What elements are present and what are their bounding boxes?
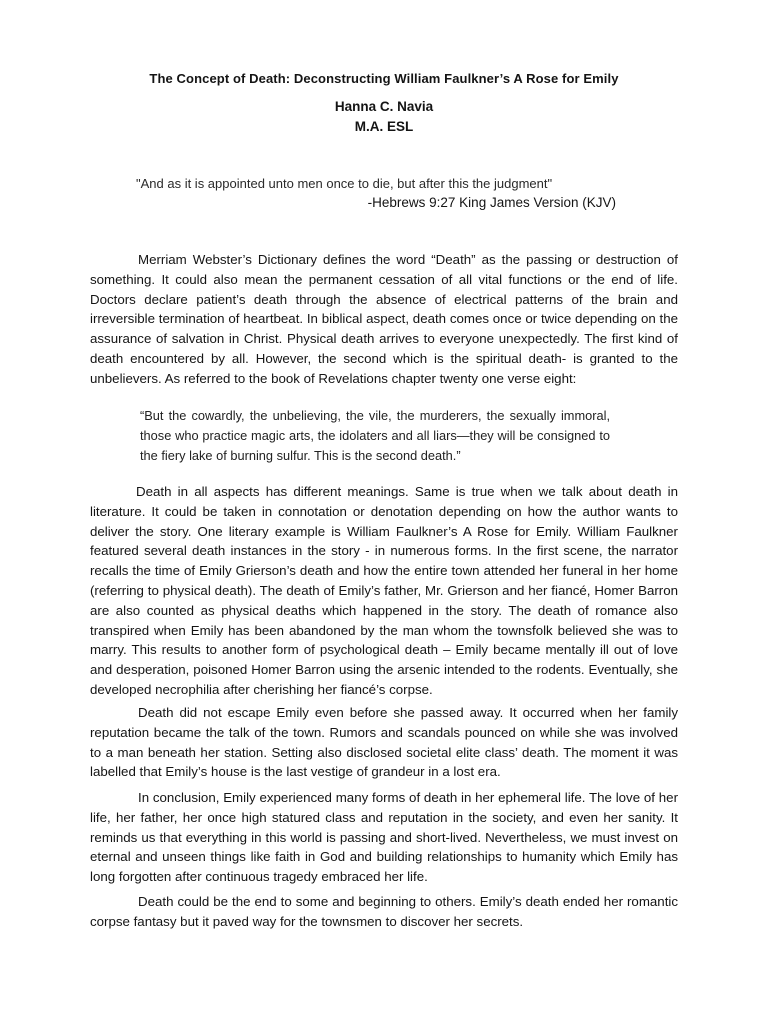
epigraph-source: -Hebrews 9:27 King James Version (KJV) [367,195,616,210]
paragraph-closing [90,892,678,932]
document-title: The Concept of Death: Deconstructing William Faulkner’s A Rose for Emily [149,71,619,86]
paragraph-literature [90,482,678,700]
paragraph-text: In conclusion, Emily experienced many forms of death in her ephemeral life. The love of her life, her father, her once high statured class and reputation in the society, and even her sanity. It reminds us that everything in this world is passing and short-lived. Nevertheless, we must invest on eternal and unseen things like faith in God and building relationships to humanity which Emily has long forgotten after continuous tragedy embraced her life. [90,790,678,885]
paragraph-conclusion [90,788,678,887]
paragraph-definition [90,250,678,389]
paragraph-reputation [90,703,678,782]
paragraph-text: Death could be the end to some and beginning to others. Emily’s death ended her romantic corpse fantasy but it paved way for the townsmen to discover her secrets. [90,894,678,929]
block-quote-text: “But the cowardly, the unbelieving, the vile, the murderers, the sexually immoral, those who practice magic arts, the idolaters and all liars—they will be consigned to the fiery lake of burning sulfur. This is the second death.” [140,408,610,463]
author-name: Hanna C. Navia [334,99,434,114]
paragraph-text: Merriam Webster’s Dictionary defines the word “Death” as the passing or destruction of something. It could also mean the permanent cessation of all vital functions or the end of life. Doctors declare patient’s death through the absence of electrical patterns of the brain and irreversible termination of heartbeat. In biblical aspect, death comes once or twice depending on the assurance of salvation in Christ. Physical death arrives to everyone unexpectedly. The first kind of death encountered by all. However, the second which is the spiritual death- is granted to the unbelievers. As referred to the book of Revelations chapter twenty one verse eight: [90,252,678,386]
block-quote [140,406,610,466]
paragraph-text: Death in all aspects has different meanings. Same is true when we talk about death in literature. It could be taken in connotation or denotation depending on how the author wants to deliver the story. One literary example is William Faulkner’s A Rose for Emily. William Faulkner featured several death instances in the story - in numerous forms. In the first scene, the narrator recalls the time of Emily Grierson’s death and how the entire town attended her funeral in her home (referring to physical death). The death of Emily’s father, Mr. Grierson and her fiancé, Homer Barron are also counted as physical deaths which happened in the story. The death of romance also transpired when Emily has been abandoned by the man whom the townsfolk believed she was to marry. This results to another form of psychological death – Emily became mentally ill out of love and desperation, poisoned Homer Barron using the arsenic intended to the rodents. Eventually, she developed necrophilia after cherishing her fiancé’s corpse. [90,484,678,697]
paragraph-text: Death did not escape Emily even before she passed away. It occurred when her family reputation became the talk of the town. Rumors and scandals pounced on while she was involved to a man beneath her station. Setting also disclosed societal elite class’ death. The moment it was labelled that Emily’s house is the last vestige of grandeur in a lost era. [90,705,678,780]
epigraph-quote: "And as it is appointed unto men once to die, but after this the judgment" [136,176,553,191]
author-degree: M.A. ESL [354,119,414,134]
